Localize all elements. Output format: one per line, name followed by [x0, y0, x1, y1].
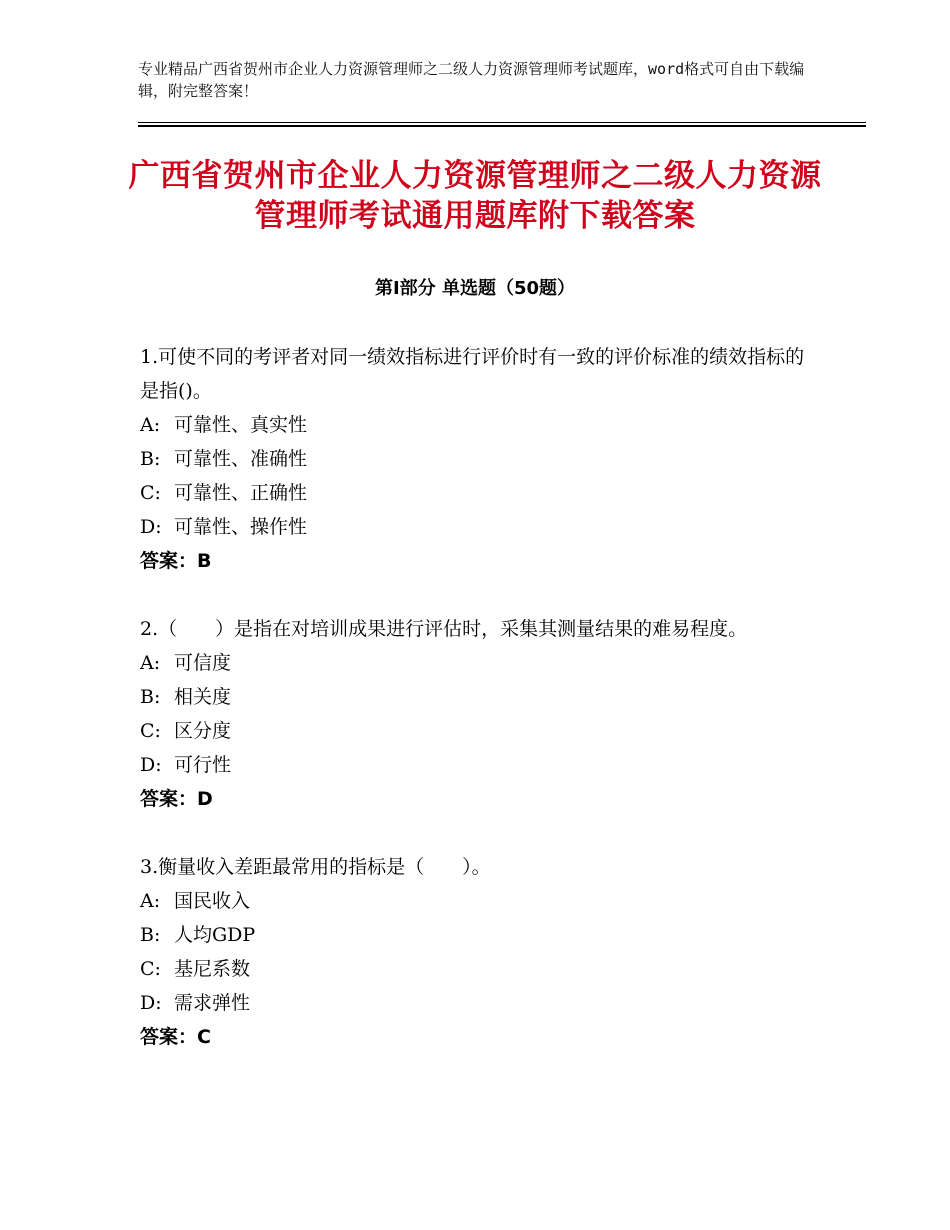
- option-letter: C:: [140, 958, 161, 980]
- option-letter: A:: [140, 652, 161, 674]
- question-3: [140, 850, 820, 1054]
- header-divider-thick: [138, 125, 866, 127]
- option-text: 可信度: [174, 652, 232, 674]
- option-text: 相关度: [174, 686, 232, 708]
- question-2: [140, 612, 820, 816]
- question-text: 2.（ ）是指在对培训成果进行评估时，采集其测量结果的难易程度。: [140, 618, 748, 640]
- option-letter: A:: [140, 890, 161, 912]
- option-letter: C:: [140, 720, 161, 742]
- option-text: 可靠性、真实性: [174, 414, 308, 436]
- question-list: [140, 340, 820, 1054]
- option-text: 国民收入: [174, 890, 251, 912]
- option-d: [140, 510, 820, 544]
- option-text: 可靠性、正确性: [174, 482, 308, 504]
- header-note: 专业精品广西省贺州市企业人力资源管理师之二级人力资源管理师考试题库，word格式可自由下载编辑，附完整答案！: [138, 60, 805, 100]
- question-1: [140, 340, 820, 578]
- option-letter: D:: [140, 516, 162, 538]
- option-a: [140, 408, 820, 442]
- option-a: [140, 646, 820, 680]
- option-letter: A:: [140, 414, 161, 436]
- section-title: 第Ⅰ部分 单选题（50题）: [374, 278, 575, 299]
- option-text: 需求弹性: [174, 992, 251, 1014]
- option-b: [140, 918, 820, 952]
- document-title: 广西省贺州市企业人力资源管理师之二级人力资源管理师考试通用题库附下载答案: [128, 158, 822, 234]
- option-text: 可靠性、准确性: [174, 448, 308, 470]
- option-d: [140, 986, 820, 1020]
- option-a: [140, 884, 820, 918]
- question-text: 3.衡量收入差距最常用的指标是（ ）。: [140, 856, 491, 878]
- answer-line: 答案：C: [140, 1026, 211, 1048]
- option-letter: D:: [140, 754, 162, 776]
- option-text: 可行性: [174, 754, 232, 776]
- option-letter: B:: [140, 686, 161, 708]
- option-text: 区分度: [174, 720, 232, 742]
- option-text: 基尼系数: [174, 958, 251, 980]
- option-c: [140, 714, 820, 748]
- option-letter: C:: [140, 482, 161, 504]
- option-letter: B:: [140, 924, 161, 946]
- option-text: 人均GDP: [174, 924, 256, 946]
- option-letter: B:: [140, 448, 161, 470]
- option-c: [140, 952, 820, 986]
- option-letter: D:: [140, 992, 162, 1014]
- option-b: [140, 680, 820, 714]
- answer-line: 答案：B: [140, 550, 212, 572]
- option-c: [140, 476, 820, 510]
- header-divider-thin: [138, 122, 866, 123]
- option-b: [140, 442, 820, 476]
- answer-line: 答案：D: [140, 788, 213, 810]
- question-text: 1.可使不同的考评者对同一绩效指标进行评价时有一致的评价标准的绩效指标的是指()。: [140, 346, 805, 402]
- option-d: [140, 748, 820, 782]
- option-text: 可靠性、操作性: [174, 516, 308, 538]
